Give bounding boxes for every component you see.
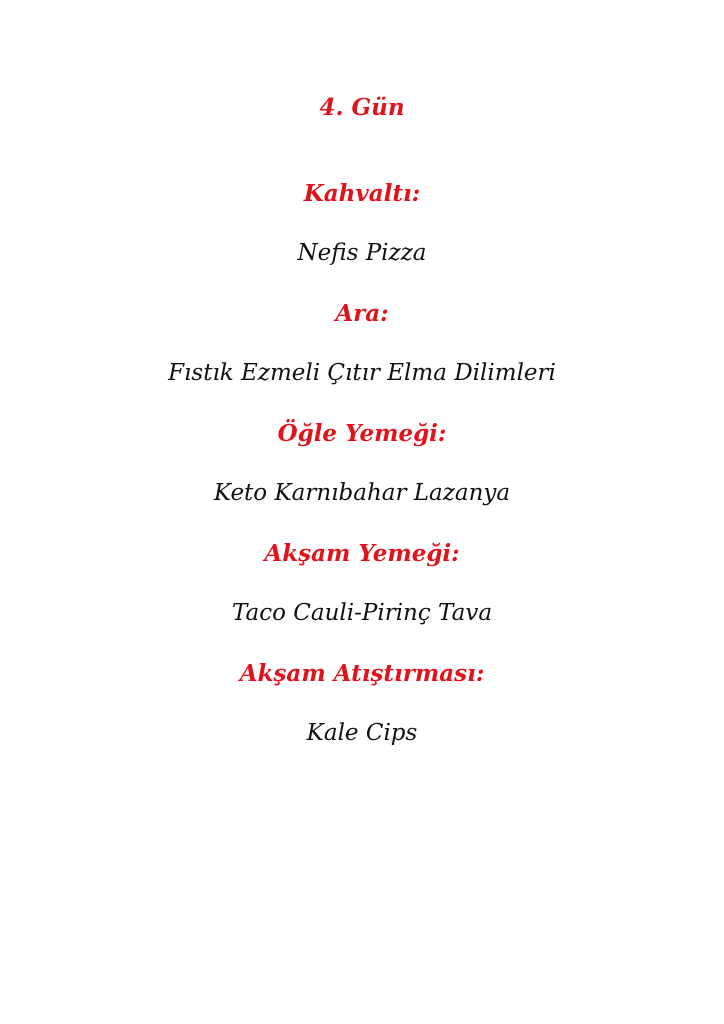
day-title: 4. Gün: [319, 94, 405, 121]
meal-heading-snack: Ara:: [335, 300, 389, 327]
meal-item-snack: Fıstık Ezmeli Çıtır Elma Dilimleri: [168, 360, 556, 386]
meal-heading-lunch: Öğle Yemeği:: [277, 420, 447, 447]
meal-heading-dinner: Akşam Yemeği:: [264, 540, 460, 567]
meal-item-dinner: Taco Cauli-Pirinç Tava: [231, 600, 493, 626]
meal-item-evening-snack: Kale Cips: [306, 720, 418, 746]
meal-heading-breakfast: Kahvaltı:: [303, 180, 421, 207]
meal-item-breakfast: Nefis Pizza: [297, 240, 427, 266]
meal-heading-evening-snack: Akşam Atıştırması:: [239, 660, 485, 687]
meal-item-lunch: Keto Karnıbahar Lazanya: [213, 480, 511, 506]
